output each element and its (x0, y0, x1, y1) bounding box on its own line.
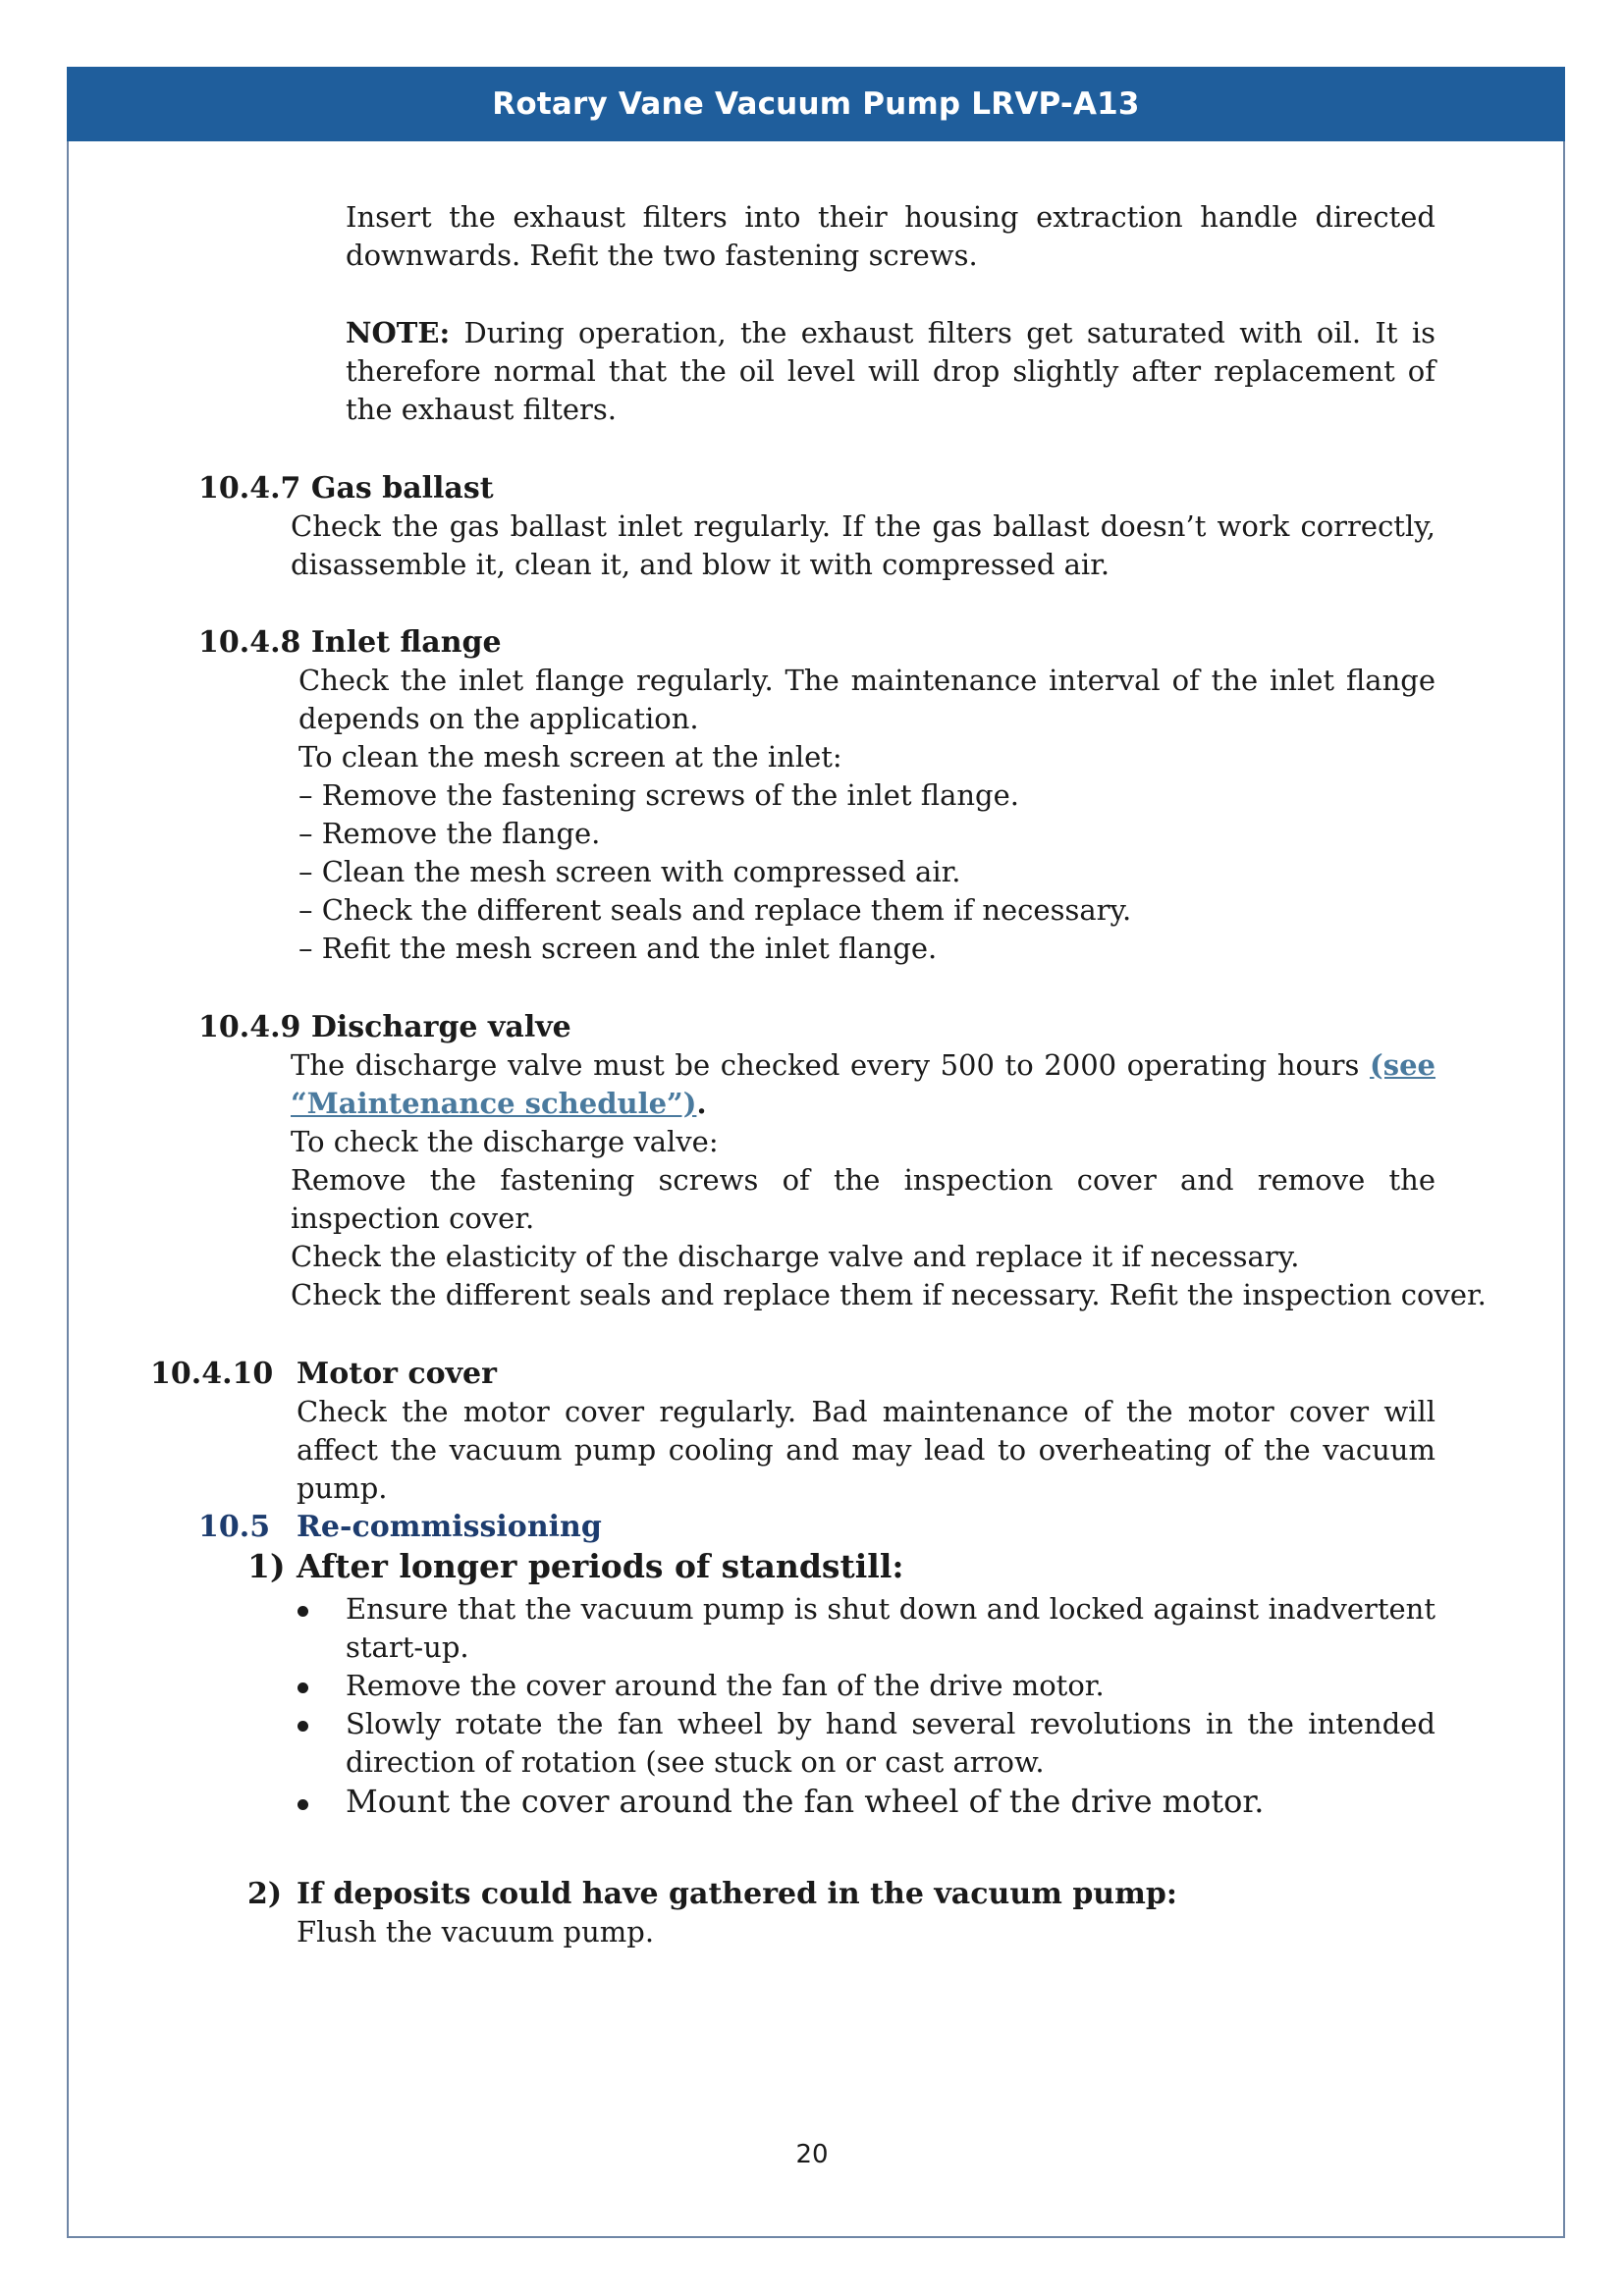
inlet-flange-line: – Clean the mesh screen with compressed air. (298, 855, 961, 888)
flush-text: Flush the vacuum pump. (297, 1915, 655, 1949)
bullet-item: Ensure that the vacuum pump is shut down and locked against inadvertent start-up. (346, 1592, 1435, 1664)
inlet-flange-line: To clean the mesh screen at the inlet: (298, 740, 842, 774)
bullet-item: Slowly rotate the fan wheel by hand several revolutions in the intended direction of rotation (see stuck on or cast arrow. (346, 1707, 1435, 1779)
heading-10-4-10-title: Motor cover (297, 1357, 497, 1391)
discharge-valve-line: Check the elasticity of the discharge valve and replace it if necessary. (291, 1240, 1300, 1273)
heading-10-4-8: 10.4.8 Inlet flange (198, 625, 502, 660)
heading-10-4-9: 10.4.9 Discharge valve (198, 1010, 571, 1044)
discharge-valve-period: . (696, 1087, 707, 1120)
bullet-icon (298, 1682, 308, 1693)
maintenance-schedule-link[interactable]: (see “Maintenance schedule”) (291, 1048, 1435, 1120)
bullet-item: Mount the cover around the fan wheel of the drive motor. (346, 1783, 1265, 1820)
note-text: During operation, the exhaust filters get saturated with oil. It is therefore normal that the oil level will drop slightly after replacement of the exhaust filters. (346, 316, 1435, 426)
heading-10-4-10-number: 10.4.10 (150, 1357, 274, 1391)
inlet-flange-line: – Remove the fastening screws of the inlet flange. (298, 778, 1019, 812)
bullet-item: Remove the cover around the fan of the drive motor. (346, 1669, 1105, 1702)
motor-cover-text: Check the motor cover regularly. Bad maintenance of the motor cover will affect the vacuum pump cooling and may lead to overheating of the vacuum pump. (297, 1395, 1435, 1505)
item-1-number: 1) (247, 1547, 286, 1585)
heading-10-5-number: 10.5 (198, 1510, 271, 1544)
exhaust-filter-text: Insert the exhaust filters into their housing extraction handle directed downwards. Refit the two fastening screws. (346, 200, 1435, 272)
discharge-valve-line: Remove the fastening screws of the inspection cover and remove the inspection cover. (291, 1163, 1435, 1235)
gas-ballast-text: Check the gas ballast inlet regularly. If the gas ballast doesn’t work correctly, disassemble it, clean it, and blow it with compressed air. (291, 509, 1435, 581)
inlet-flange-line: – Refit the mesh screen and the inlet flange. (298, 932, 938, 965)
bullet-icon (298, 1721, 308, 1732)
inlet-flange-line: – Check the different seals and replace them if necessary. (298, 893, 1132, 927)
note-label: NOTE: (346, 316, 451, 349)
item-2-number: 2) (247, 1877, 283, 1911)
discharge-valve-line: Check the different seals and replace them if necessary. Refit the inspection cover. (291, 1278, 1487, 1311)
bullet-icon (298, 1799, 308, 1810)
page-number: 20 (795, 2140, 829, 2169)
discharge-valve-text-start: The discharge valve must be checked every 500 to 2000 operating hours (291, 1048, 1371, 1082)
heading-10-4-7: 10.4.7 Gas ballast (198, 471, 494, 506)
page-header (67, 67, 1565, 141)
inlet-flange-line: – Remove the flange. (298, 817, 601, 850)
item-1-title: After longer periods of standstill: (297, 1547, 904, 1585)
discharge-valve-line: To check the discharge valve: (291, 1125, 719, 1158)
header-title: Rotary Vane Vacuum Pump LRVP-A13 (492, 86, 1140, 122)
item-2-title: If deposits could have gathered in the vacuum pump: (297, 1877, 1177, 1911)
heading-10-5-title: Re-commissioning (297, 1510, 602, 1544)
inlet-flange-text: Check the inlet flange regularly. The maintenance interval of the inlet flange depends on the application. (298, 664, 1435, 735)
bullet-icon (298, 1606, 308, 1617)
discharge-valve-text (291, 1046, 1435, 1123)
note-paragraph (346, 314, 1435, 429)
